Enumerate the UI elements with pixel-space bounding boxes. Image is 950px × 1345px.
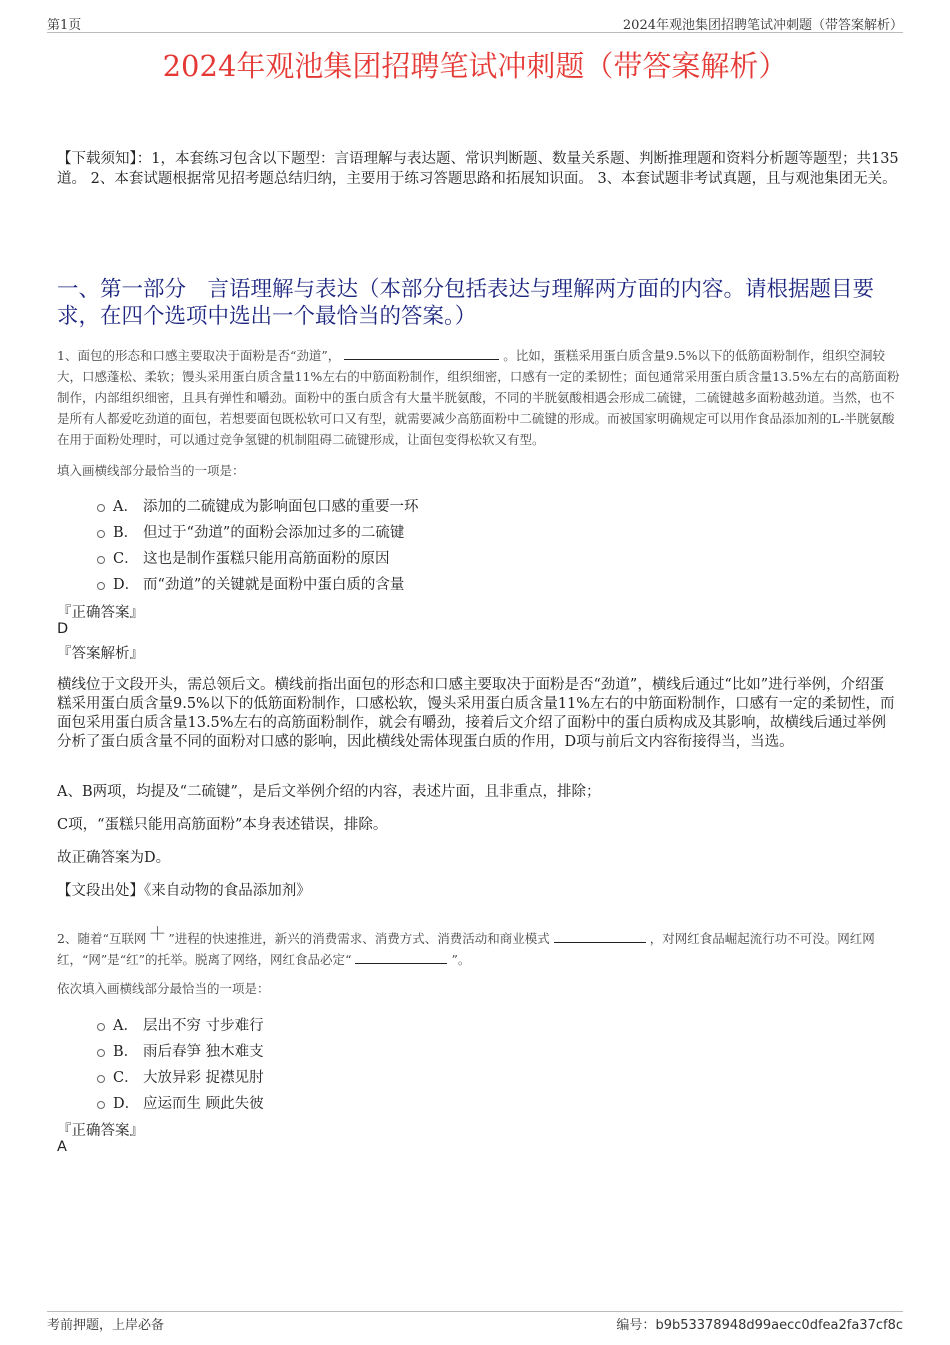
option-c[interactable]: [97, 544, 419, 570]
question-1-text-after: 。比如，蛋糕采用蛋白质含量9.5%以下的低筋面粉制作，组织空洞较大，口感蓬松、柔软；馒头采用蛋白质含量11%左右的中筋面粉制作，组织细密，口感有一定的柔韧性；面包通常采用蛋白质含量13.5%左右的高筋面粉制作，内部组织细密，且具有弹性和嚼劲。面粉中的蛋白质含有大量半胱氨酸，不同的半胱氨酸相遇会形成二硫键，二硫键越多面粉越劲道。当然，也不是所有人都爱吃劲道的面包，若想要面包既松软可口又有型，就需要减少高筋面粉中二硫键的形成。而被国家明确规定可以用作食品添加剂的L-半胱氨酸在用于面粉处理时，可以通过竞争氢键的机制阻碍二硫键形成，让面包变得松软又有型。: [57, 348, 900, 447]
option-letter: D．: [113, 1095, 140, 1112]
analysis-paragraph: 横线位于文段开头，需总领后文。横线前指出面包的形态和口感主要取决于面粉是否“劲道”，横线后通过“比如”进行举例，介绍蛋糕采用蛋白质含量9.5%以下的低筋面粉制作，口感松软，馒头采用蛋白质含量11%左右的中筋面粉制作，口感有一定的柔韧性，而面包采用蛋白质含量13.5%左右的高筋面粉制作，就会有嚼劲，接着后文介绍了面粉中的蛋白质构成及其影响，故横线后通过举例分析了蛋白质含量不同的面粉对口感的影响，因此横线处需体现蛋白质的作用，D项与前后文内容衔接得当，当选。: [57, 677, 895, 750]
answer-blank: [344, 348, 499, 360]
option-c[interactable]: [97, 1063, 264, 1089]
question-1-text-before: 1、面包的形态和口感主要取决于面粉是否“劲道”，: [57, 348, 341, 363]
analysis-paragraph: 故正确答案为D。: [57, 850, 171, 866]
radio-icon[interactable]: [97, 504, 105, 512]
answer-blank: [355, 952, 447, 964]
plus-sign: ＋: [148, 924, 167, 945]
answer-blank: [554, 931, 646, 943]
option-d[interactable]: [97, 570, 419, 596]
question-2-text-part2: ”进程的快速推进，新兴的消费需求、消费方式、消费活动和商业模式: [168, 931, 550, 946]
question-2-options: [97, 1011, 264, 1115]
question-2-text-part4: ”。: [451, 952, 471, 967]
radio-icon[interactable]: [97, 582, 105, 590]
option-letter: B．: [113, 1043, 139, 1060]
option-letter: B．: [113, 524, 139, 541]
correct-answer-label: 『正确答案』: [57, 1123, 144, 1139]
option-text: 而“劲道”的关键就是面粉中蛋白质的含量: [143, 576, 405, 593]
page-number: 第1页: [47, 18, 82, 33]
radio-icon[interactable]: [97, 1075, 105, 1083]
radio-icon[interactable]: [97, 556, 105, 564]
footer-code-value: b9b53378948d99aecc0dfea2fa37cf8c: [655, 1318, 903, 1333]
question-2-text-part1: 2、随着“互联网: [57, 931, 147, 946]
option-letter: A．: [113, 1017, 138, 1034]
option-text: 雨后春笋 独木难支: [143, 1043, 264, 1060]
page-title: 2024年观池集团招聘笔试冲刺题（带答案解析）: [162, 49, 788, 83]
option-text: 应运而生 顾此失彼: [143, 1095, 264, 1112]
radio-icon[interactable]: [97, 1023, 105, 1031]
download-notice: 【下载须知】：1，本套练习包含以下题型：言语理解与表达题、常识判断题、数量关系题、判断推理题和资料分析题等题型；共135道。 2、本套试题根据常见招考题总结归纳，主要用于练习答题思路和拓展知识面。 3、本套试题非考试真题，且与观池集团无关。: [57, 151, 899, 187]
option-letter: A．: [113, 498, 138, 515]
question-1-prompt: 填入画横线部分最恰当的一项是：: [57, 463, 245, 478]
footer-slogan: 考前押题，上岸必备: [47, 1318, 165, 1333]
analysis-label: 『答案解析』: [57, 646, 144, 662]
question-1-text: [57, 345, 902, 450]
option-b[interactable]: [97, 1037, 264, 1063]
radio-icon[interactable]: [97, 1101, 105, 1109]
option-a[interactable]: [97, 492, 419, 518]
radio-icon[interactable]: [97, 530, 105, 538]
question-2-prompt: 依次填入画横线部分最恰当的一项是：: [57, 981, 270, 996]
header-doc-title: 2024年观池集团招聘笔试冲刺题（带答案解析）: [622, 18, 903, 33]
source-citation: 【文段出处】《来自动物的食品添加剂》: [57, 883, 311, 899]
option-text: 这也是制作蛋糕只能用高筋面粉的原因: [143, 550, 390, 567]
option-text: 添加的二硫键成为影响面包口感的重要一环: [143, 498, 419, 515]
option-a[interactable]: [97, 1011, 264, 1037]
option-b[interactable]: [97, 518, 419, 544]
option-text: 大放异彩 捉襟见肘: [143, 1069, 264, 1086]
radio-icon[interactable]: [97, 1049, 105, 1057]
analysis-paragraph: A、B两项，均提及“二硫键”，是后文举例介绍的内容，表述片面，且非重点，排除；: [57, 784, 601, 800]
option-text: 层出不穷 寸步难行: [143, 1017, 264, 1034]
option-d[interactable]: [97, 1089, 264, 1115]
option-letter: C．: [113, 550, 139, 567]
footer-code: [616, 1314, 903, 1333]
option-text: 但过于“劲道”的面粉会添加过多的二硫键: [143, 524, 405, 541]
analysis-paragraph: C项，“蛋糕只能用高筋面粉”本身表述错误，排除。: [57, 817, 388, 833]
option-letter: D．: [113, 576, 140, 593]
section-heading: 一、第一部分 言语理解与表达（本部分包括表达与理解两方面的内容。请根据题目要求，在四个选项中选出一个最恰当的答案。）: [57, 277, 875, 329]
header-divider: [47, 32, 903, 33]
question-2-text: [57, 924, 902, 970]
question-2-text-part3: ，对网红食品崛起流行功不可没。网红网红，“网”是“红”的托举。脱离了网络，网红食品必定“: [57, 931, 875, 967]
question-1-options: [97, 492, 419, 596]
option-letter: C．: [113, 1069, 139, 1086]
footer-code-label: 编号：: [616, 1318, 656, 1333]
footer-divider: [47, 1311, 903, 1312]
correct-answer: D: [57, 621, 69, 637]
correct-answer: A: [57, 1139, 67, 1155]
correct-answer-label: 『正确答案』: [57, 605, 144, 621]
